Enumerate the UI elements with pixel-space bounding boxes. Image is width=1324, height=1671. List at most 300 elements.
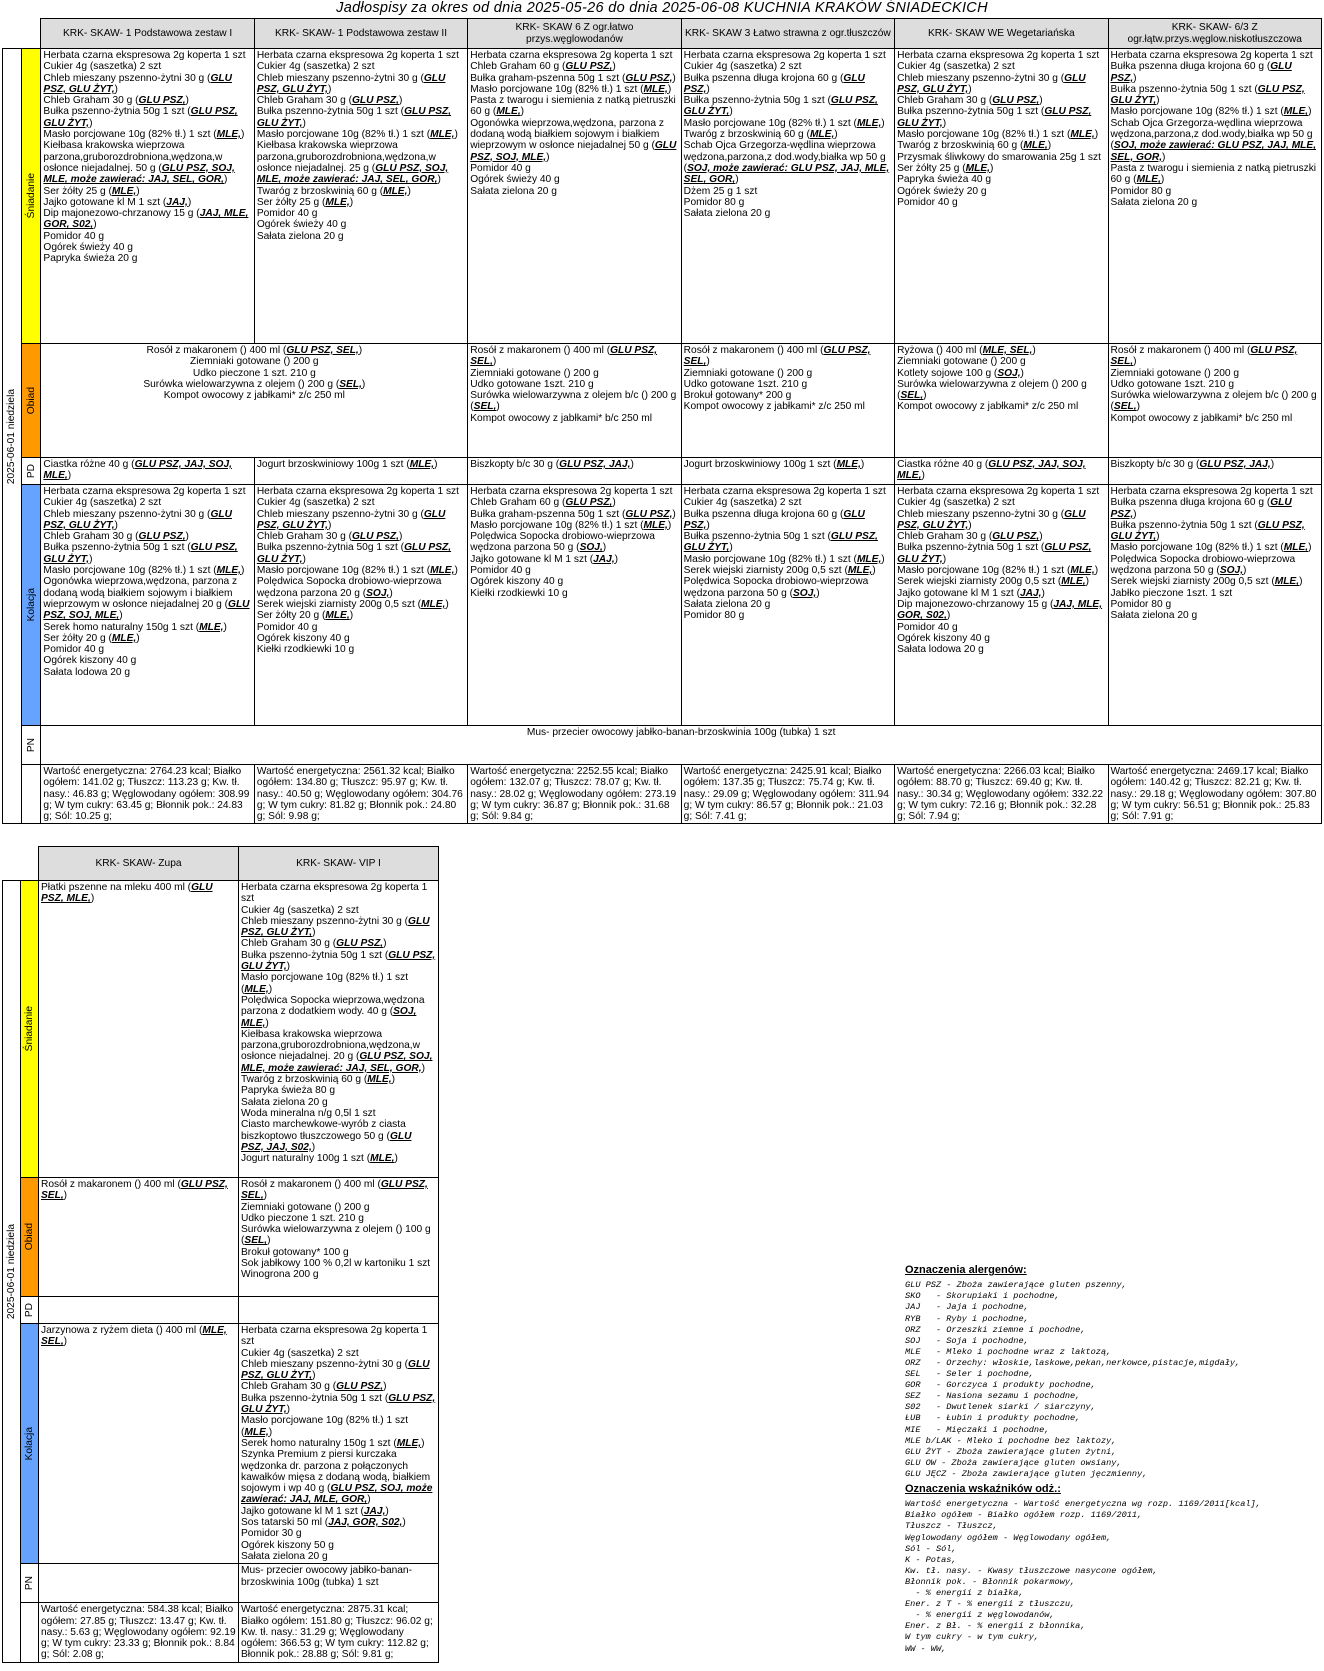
menu-cell [1108,344,1321,458]
menu-item: Sok jabłkowy 100 % 0,2l w kartoniku 1 szt [241,1258,431,1270]
menu-item: Chleb mieszany pszenno-żytni 30 g (GLU PSZ, GLU ŻYT,) [241,1358,430,1382]
menu-item: Pomidor 80 g [683,610,745,622]
menu-item: Chleb mieszany pszenno-żytni 30 g (GLU PSZ, GLU ŻYT,) [897,508,1086,531]
menu-item: Cukier 4g (saszetka) 2 szt [256,61,375,73]
menu-cell [468,458,681,485]
menu-item: Twaróg z brzoskwinią 60 g (MLE,) [256,185,411,197]
menu-item: Ziemniaki gotowane () 200 g [190,356,319,368]
menu-item: ORZ - Orzeszki ziemne i pochodne, [905,1324,1086,1335]
menu-item: Dżem 25 g 1 szt [683,185,758,197]
menu-item: Herbata czarna ekspresowa 2g koperta 1 szt [897,50,1100,61]
menu-cell [1108,485,1321,726]
menu-item: Ciasto marchewkowe-wyrób z ciasta biszkoptowo tłuszczowego 50 g (GLU PSZ, JAJ, S02,) [241,1119,412,1153]
menu-cell [254,485,467,726]
menu-item: Jajko gotowane kl M 1 szt (JAJ,) [241,1505,389,1517]
menu-item: Chleb mieszany pszenno-żytni 30 g (GLU PSZ, GLU ŻYT,) [241,915,430,939]
menu-item: Bułka pszenno-żytnia 50g 1 szt (GLU PSZ, GLU ŻYT,) [897,106,1092,129]
menu-cell [895,344,1108,458]
menu-item: Kompot owocowy z jabłkami* z/c 250 ml [897,401,1079,413]
menu-item: Polędwica Sopocka drobiowo-wieprzowa wędzona parzona 50 g (SOJ,) [1110,553,1296,577]
menu-item: - % energii z węglowodanów, [905,1610,1055,1621]
menu-item: MLE - Mleko i pochodne wraz z laktozą, [905,1346,1112,1357]
menu-item: Sałata zielona 20 g [241,1550,328,1562]
menu-cell [254,458,467,485]
menu-item: Papryka świeża 20 g [43,253,138,265]
menu-item: Chleb Graham 30 g (GLU PSZ,) [897,95,1043,107]
menu-item: Ciastka różne 40 g (GLU PSZ, JAJ, SOJ, MLE,) [897,459,1086,482]
menu-item: Herbata czarna ekspresowa 2g koperta 1 szt [470,50,673,61]
menu-item: Udko pieczone 1 szt. 210 g [241,1212,364,1224]
menu-item: Kompot owocowy z jabłkami* b/c 250 ml [1110,412,1293,424]
menu-item: Herbata czarna ekspresowa 2g koperta 1 szt [256,486,459,497]
menu-item: GLU OW - Zboża zawierające gluten owsiany, [905,1457,1122,1468]
menu-item: Wartość energetyczna: 2764.23 kcal; Białko ogółem: 141.02 g; Tłuszcz: 113.23 g; Kw. tł. nasy.: 46.83 g; Węglowodany ogółem: 308.99 g; W tym cukry: 63.45 g; Błonnik pok.: 24.83 g; Sól: 10.25 g; [43,766,250,823]
menu-item: Wartość energetyczna: 2425.91 kcal; Białko ogółem: 137.35 g; Tłuszcz: 75.74 g; Kw. tł. nasy.: 29.09 g; Węglowodany ogółem: 311.94 g; W tym cukry: 86.57 g; Błonnik pok.: 21.03 g; Sól: 7.41 g; [683,766,889,823]
meal-label-sniadanie: Śniadanie [22,49,41,344]
menu-item: GLU ŻYT - Zboża zawierające gluten żytni, [905,1446,1117,1457]
menu-item: Sałata lodowa 20 g [43,666,131,678]
menu-cell [468,485,681,726]
menu-cell [41,49,254,344]
menu-item: Bułka pszenno-żytnia 50g 1 szt (GLU PSZ, GLU ŻYT,) [897,542,1092,565]
menu-item: Kotlety sojowe 100 g (SOJ,) [897,367,1024,379]
menu-item: Jogurt brzoskwiniowy 100g 1 szt (MLE,) [683,459,865,470]
menu-cell [895,49,1108,344]
menu-item: Ogórek świeży 20 g [897,185,987,197]
menu-item: Kiełbasa krakowska wieprzowa parzona,gruborozdrobniona,wędzona,w osłonce niejadalnej. 25 g (GLU PSZ, SOJ, MLE, może zawierać: JAJ, SEL, GOR,) [256,140,449,186]
menu-item: Pomidor 40 g [897,621,958,633]
menu-item: Ciastka różne 40 g (GLU PSZ, JAJ, SOJ, MLE,) [43,459,232,482]
menu-item: Chleb Graham 30 g (GLU PSZ,) [43,95,189,107]
menu-item: Sałata zielona 20 g [683,208,771,220]
menu-item: Sałata zielona 20 g [241,1096,328,1108]
menu-item: Sałata zielona 20 g [256,230,344,242]
meal-label-pn: PN [22,726,41,765]
menu-item: Pomidor 40 g [256,621,318,633]
menu-item: Mus- przecier owocowy jabłko-banan-brzoskwinia 100g (tubka) 1 szt [526,727,836,738]
nutrition-cell [41,765,254,824]
menu-item: RYB - Ryby i pochodne, [905,1313,1029,1324]
menu-item: Ogórek kiszony 50 g [241,1539,334,1551]
menu-cell [39,1324,239,1564]
menu-item: Bułka pszenno-żytnia 50g 1 szt (GLU PSZ, GLU ŻYT,) [683,531,878,554]
menu-item: Jogurt naturalny 100g 1 szt (MLE,) [241,1153,398,1165]
menu-item: Masło porcjowane 10g (82% tł.) 1 szt (MLE,) [256,129,458,141]
menu-item: Pomidor 30 g [241,1528,302,1540]
menu-item: Chleb Graham 30 g (GLU PSZ,) [241,1381,387,1393]
menu-item: Sałata zielona 20 g [1110,196,1198,208]
menu-item: Bułka pszenno-żytnia 50g 1 szt (GLU PSZ, GLU ŻYT,) [241,949,436,973]
menu-item: Mus- przecier owocowy jabłko-banan-brzoskwinia 100g (tubka) 1 szt [241,1565,412,1588]
menu-item: GLU PSZ - Zboża zawierające gluten pszenny, [905,1280,1127,1291]
menu-item: Pomidor 40 g [43,644,104,656]
menu-item: Herbata czarna ekspresowa 2g koperta 1 szt [43,50,246,61]
menu-item: Masło porcjowane 10g (82% tł.) 1 szt (MLE,) [897,129,1099,141]
menu-cell [681,485,894,726]
menu-item: Twaróg z brzoskwinią 60 g (MLE,) [897,140,1052,152]
menu-item: Polędwica Sopocka drobiowo-wieprzowa wędzona parzona 50 g (SOJ,) [683,576,869,599]
menu-item: Ser żółty 25 g (MLE,) [897,162,994,174]
menu-item: Przysmak śliwkowy do smarowania 25g 1 szt [897,151,1101,163]
menu-item: Chleb Graham 30 g (GLU PSZ,) [43,531,189,543]
menu-item: Węglowodany ogółem - Węglowodany ogółem, [905,1532,1112,1543]
diet-header: KRK- SKAW 6 Z ogr.łatwo przys.węglowodanów [468,19,681,49]
menu-item: Polędwica Sopocka wieprzowa,wędzona parzona z dodatkiem wody. 40 g (SOJ, MLE,) [241,994,425,1029]
diet-header: KRK- SKAW- 1 Podstawowa zestaw I [41,19,254,49]
menu-cell [41,344,468,458]
menu-item: Ziemniaki gotowane () 200 g [897,356,1026,368]
menu-item: Sałata zielona 20 g [683,598,771,610]
menu-item: Chleb Graham 30 g (GLU PSZ,) [256,95,403,107]
menu-item: Dip majonezowo-chrzanowy 15 g (JAJ, MLE, GOR, S02,) [897,598,1103,622]
menu-item: Papryka świeża 80 g [241,1085,336,1097]
menu-item: Ser żółty 25 g (MLE,) [43,185,140,197]
menu-item: WW - WW, [905,1643,947,1654]
menu-item: SEZ - Nasiona sezamu i pochodne, [905,1391,1081,1402]
menu-item: Wartość energetyczna - Wartość energetyczna wg rozp. 1169/2011[kcal], [905,1499,1261,1510]
menu-item: Cukier 4g (saszetka) 2 szt [897,61,1015,73]
menu-item: Ogórek kiszony 40 g [256,632,350,644]
menu-item: Kiełbasa krakowska wieprzowa parzona,gruborozdrobniona,wędzona,w osłonce niejadalnej. 20 g (GLU PSZ, SOJ, MLE, może zawierać: JAJ, SEL, GOR,) [241,1028,433,1074]
nutrition-cell [254,765,467,824]
menu-item: MIE - Mięczaki i pochodne, [905,1424,1050,1435]
menu-item: Pomidor 80 g [1110,185,1172,197]
menu-item: Bułka pszenno-żytnia 50g 1 szt (GLU PSZ, GLU ŻYT,) [256,106,452,129]
menu-item: Schab Ojca Grzegorza-wędlina wieprzowa wędzona,parzona,z dod.wody,białka wp 50 g (SOJ, może zawierać: GLU PSZ, JAJ, MLE, SEL, GOR,) [1110,117,1317,163]
menu-item: W tym cukry - w tym cukry, [905,1632,1040,1643]
menu-item: Wartość energetyczna: 2875.31 kcal; Białko ogółem: 151.80 g; Tłuszcz: 96.02 g; Kw. tł. nasy.: 31.29 g; Węglowodany ogółem: 366.53 g; W tym cukry: 112.82 g; Błonnik pok.: 28.88 g; Sól: 9.81 g; [241,1604,433,1661]
menu-item: Kw. tł. nasy. - Kwasy tłuszczowe nasycone ogółem, [905,1565,1158,1576]
menu-item: Sałata lodowa 20 g [897,644,984,656]
menu-item: Rosół z makaronem () 400 ml (GLU PSZ, SEL,) [1110,345,1298,368]
page-title: Jadłospisy za okres od dnia 2025-05-26 do dnia 2025-06-08 KUCHNIA KRAKÓW ŚNIADECKICH [336,0,988,16]
menu-item: SEL - Seler i pochodne, [905,1369,1034,1380]
nutrition-cell [468,765,681,824]
diet-header: KRK- SKAW- VIP I [239,847,439,881]
menu-item: Kiełki rzodkiewki 10 g [256,644,355,656]
diet-header: KRK- SKAW 3 Łatwo strawna z ogr.tłuszczów [681,19,894,49]
menu-cell [39,1297,239,1324]
menu-item: Sos tatarski 50 ml (JAJ, GOR, S02,) [241,1517,406,1529]
menu-item: Pomidor 40 g [470,565,531,577]
menu-item: SOJ - Soja i pochodne, [905,1335,1029,1346]
menu-item: Brokuł gotowany* 200 g [683,390,792,402]
menu-item: Masło porcjowane 10g (82% tł.) 1 szt (MLE,) [256,565,458,577]
menu-item: Polędwica Sopocka drobiowo-wieprzowa wędzona parzona 20 g (SOJ,) [256,576,442,599]
menu-item: Herbata czarna ekspresowa 2g koperta 1 szt [1110,50,1313,61]
menu-item: Kompot owocowy z jabłkami* z/c 250 ml [163,390,345,402]
menu-cell [39,1564,239,1603]
menu-item: Bułka graham-pszenna 50g 1 szt (GLU PSZ,) [470,72,676,84]
menu-item: Masło porcjowane 10g (82% tł.) 1 szt (MLE,) [241,1415,409,1438]
menu-item: Udko gotowane 1szt. 210 g [1110,378,1234,390]
nutrition-cell [39,1603,239,1662]
menu-item: GOR - Gorczyca i produkty pochodne, [905,1380,1096,1391]
menu-item: Jabłko pieczone 1szt. 1 szt [1110,587,1233,599]
menu-item: Herbata czarna ekspresowa 2g koperta 1 szt [256,50,459,61]
meal-label-kolacja: Kolacja [22,485,41,726]
menu-item: JAJ - Jaja i pochodne, [905,1302,1029,1313]
menu-item: Chleb mieszany pszenno-żytni 30 g (GLU PSZ, GLU ŻYT,) [43,72,232,95]
menu-item: Bułka pszenno-żytnia 50g 1 szt (GLU PSZ, GLU ŻYT,) [1110,83,1305,107]
menu-item: Herbata czarna ekspresowa 2g koperta 1 szt [43,486,246,497]
menu-item: Bułka pszenna długa krojona 60 g (GLU PSZ,) [683,72,865,95]
meal-label-blank [22,765,41,824]
menu-item: Masło porcjowane 10g (82% tł.) 1 szt (MLE,) [470,83,672,95]
menu-item: Ogórek świeży 40 g [43,242,133,254]
menu-item: Tłuszcz - Tłuszcz, [905,1521,998,1532]
menu-item: Herbata czarna ekspresowa 2g koperta 1 szt [897,486,1100,497]
allergens-title: Oznaczenia alergenów: [905,1264,1027,1276]
menu-item: Ziemniaki gotowane () 200 g [241,1201,370,1213]
menu-item: Rosół z makaronem () 400 ml (GLU PSZ, SEL,) [683,345,871,368]
indicators-list [905,1499,1320,1654]
menu-item: Ogonówka wieprzowa,wędzona, parzona z dodaną wodą białkiem sojowym i białkiem wieprzowym w osłonce niejadalnej 20 g (GLU PSZ, SOJ, MLE,) [43,576,250,622]
diet-header: KRK- SKAW- 6/3 Z ogr.łątw.przys.węglow.niskotłuszczowa [1108,19,1321,49]
menu-item: Jajko gotowane kl M 1 szt (JAJ,) [897,587,1045,599]
menu-item: Serek wiejski ziarnisty 200g 0,5 szt (MLE,) [897,576,1090,588]
menu-item: Brokuł gotowany* 100 g [241,1246,349,1258]
menu-item: Ser żółty 25 g (MLE,) [256,196,354,208]
menu-item: Woda mineralna n/g 0,5l 1 szt [241,1107,376,1119]
menu-item: Herbata czarna ekspresowa 2g koperta 1 szt [683,486,886,497]
menu-cell [239,1178,439,1297]
menu-item: Chleb Graham 60 g (GLU PSZ,) [470,497,616,509]
menu-item: Masło porcjowane 10g (82% tł.) 1 szt (MLE,) [1110,106,1312,118]
meal-label-pd: PD [21,1297,39,1324]
diet-header: KRK- SKAW- 1 Podstawowa zestaw II [254,19,467,49]
menu-item: Bułka pszenno-żytnia 50g 1 szt (GLU PSZ, GLU ŻYT,) [1110,519,1305,543]
menu-item: S02 - Dwutlenek siarki / siarczyny, [905,1402,1096,1413]
menu-item: Herbata czarna ekspresowa 2g koperta 1 szt [1110,486,1313,497]
menu-item: Bułka pszenna długa krojona 60 g (GLU PSZ,) [683,508,865,531]
menu-item: ŁUB - Łubin i produkty pochodne, [905,1413,1081,1424]
menu-item: Chleb mieszany pszenno-żytni 30 g (GLU PSZ, GLU ŻYT,) [256,508,446,531]
menu-cell [41,485,254,726]
menu-item: Masło porcjowane 10g (82% tł.) 1 szt (MLE,) [683,553,885,565]
menu-item: Bułka pszenno-żytnia 50g 1 szt (GLU PSZ, GLU ŻYT,) [256,542,452,565]
menu-item: Bułka pszenno-żytnia 50g 1 szt (GLU PSZ, GLU ŻYT,) [43,106,238,129]
menu-item: Chleb Graham 60 g (GLU PSZ,) [470,61,616,73]
menu-item: Jajko gotowane kl M 1 szt (JAJ,) [470,553,619,565]
menu-cell [239,1324,439,1564]
menu-item: Bułka pszenno-żytnia 50g 1 szt (GLU PSZ, GLU ŻYT,) [683,95,878,118]
menu-item: Kiełki rzodkiewki 10 g [470,587,568,599]
menu-cell [468,49,681,344]
menu-item: Serek wiejski ziarnisty 200g 0,5 szt (MLE,) [683,565,876,577]
date-label: 2025-06-01 niedziela [3,881,21,1663]
menu-item: Ogórek kiszony 40 g [43,655,137,667]
menu-item: Cukier 4g (saszetka) 2 szt [256,497,375,509]
menu-item: Pasta z twarogu i siemienia z natką pietruszki 60 g (MLE,) [470,95,676,118]
menu-item: Wartość energetyczna: 2252.55 kcal; Białko ogółem: 132.07 g; Tłuszcz: 78.07 g; Kw. tł. nasy.: 28.02 g; Węglowodany ogółem: 273.19 g; W tym cukry: 36.87 g; Błonnik pok.: 31.68 g; Sól: 9.84 g; [470,766,677,823]
menu-item: Cukier 4g (saszetka) 2 szt [43,497,162,509]
menu-item: Pomidor 80 g [1110,598,1172,610]
menu-item: Białko ogółem - Białko ogółem rozp. 1169/2011, [905,1510,1143,1521]
menu-cell [468,344,681,458]
menu-item: Ogórek kiszony 40 g [470,576,564,588]
menu-item: Jogurt brzoskwiniowy 100g 1 szt (MLE,) [256,459,438,470]
menu-item: Cukier 4g (saszetka) 2 szt [241,1347,359,1359]
menu-item: Polędwica Sopocka drobiowo-wieprzowa wędzona parzona 50 g (SOJ,) [470,531,655,554]
legend [905,1265,1320,1655]
menu-cell [239,1297,439,1324]
menu-item: Masło porcjowane 10g (82% tł.) 1 szt (MLE,) [897,565,1099,577]
menu-table-1 [2,18,1322,824]
menu-item: Cukier 4g (saszetka) 2 szt [683,497,802,509]
menu-item: Pomidor 40 g [897,196,958,208]
menu-cell [41,726,1322,765]
menu-item: Surówka wielowarzywna z olejem b/c () 200 g (SEL,) [470,390,677,413]
menu-item: GLU JĘCZ - Zboża zawierające gluten jęczmienny, [905,1468,1148,1479]
menu-item: Wartość energetyczna: 2561.32 kcal; Białko ogółem: 134.80 g; Tłuszcz: 95.97 g; Kw. tł. nasy.: 40.50 g; Węglowodany ogółem: 304.76 g; W tym cukry: 81.82 g; Błonnik pok.: 24.80 g; Sól: 9.98 g; [256,766,463,823]
meal-label-kolacja: Kolacja [21,1324,39,1564]
menu-item: Papryka świeża 40 g [897,174,992,186]
menu-item: K - Potas, [905,1554,957,1565]
menu-item: Wartość energetyczna: 2469.17 kcal; Białko ogółem: 140.42 g; Tłuszcz: 82.21 g; Kw. tł. nasy.: 29.18 g; Węglowodany ogółem: 307.80 g; W tym cukry: 56.51 g; Błonnik pok.: 25.83 g; Sól: 7.91 g; [1110,766,1317,823]
menu-item: Winogrona 200 g [241,1269,319,1281]
menu-item: Surówka wielowarzywna z olejem b/c () 200 g (SEL,) [1110,390,1317,413]
menu-item: MLE b/LAK - Mleko i pochodne bez laktozy, [905,1435,1117,1446]
menu-item: Ryżowa () 400 ml (MLE, SEL,) [897,345,1036,356]
menu-item: Biszkopty b/c 30 g (GLU PSZ, JAJ,) [470,459,634,470]
menu-item: Serek homo naturalny 150g 1 szt (MLE,) [43,621,227,633]
menu-cell [41,458,254,485]
menu-item: Serek wiejski ziarnisty 200g 0,5 szt (MLE,) [1110,576,1303,588]
menu-item: SKO - Skorupiaki i pochodne, [905,1291,1060,1302]
menu-item: Masło porcjowane 10g (82% tł.) 1 szt (MLE,) [241,972,409,995]
menu-table-2 [2,846,439,1663]
menu-item: Kompot owocowy z jabłkami* z/c 250 ml [683,401,865,413]
menu-cell [895,485,1108,726]
menu-item: Bułka graham-pszenna 50g 1 szt (GLU PSZ,) [470,508,676,520]
menu-item: Cukier 4g (saszetka) 2 szt [897,497,1015,509]
menu-item: Dip majonezowo-chrzanowy 15 g (JAJ, MLE, GOR, S02,) [43,208,249,231]
menu-item: Bułka pszenno-żytnia 50g 1 szt (GLU PSZ, GLU ŻYT,) [241,1392,436,1416]
menu-cell [39,881,239,1178]
menu-item: ORZ - Orzechy: włoskie,laskowe,pekan,nerkowce,pistacje,migdały, [905,1357,1241,1368]
menu-item: Sól - Sól, [905,1543,957,1554]
menu-item: Jarzynowa z ryżem dieta () 400 ml (MLE, SEL,) [41,1325,227,1348]
menu-item: Chleb mieszany pszenno-żytni 30 g (GLU PSZ, GLU ŻYT,) [256,72,446,95]
menu-item: Biszkopty b/c 30 g (GLU PSZ, JAJ,) [1110,459,1275,470]
menu-item: Cukier 4g (saszetka) 2 szt [43,61,162,73]
menu-cell [239,1564,439,1603]
menu-item: Serek wiejski ziarnisty 200g 0,5 szt (MLE,) [256,598,449,610]
menu-cell [681,49,894,344]
menu-item: Masło porcjowane 10g (82% tł.) 1 szt (MLE,) [683,117,885,129]
menu-item: Kiełbasa krakowska wieprzowa parzona,gruborozdrobniona,wędzona,w osłonce niejadalnej. 50 g (GLU PSZ, SOJ, MLE, może zawierać: JAJ, SEL, GOR,) [43,140,235,186]
indicators-title: Oznaczenia wskaźników odż.: [905,1482,1061,1495]
menu-item: Ziemniaki gotowane () 200 g [683,367,813,379]
diet-header: KRK- SKAW- Zupa [39,847,239,881]
meal-label-sniadanie: Śniadanie [21,881,39,1178]
menu-item: Rosół z makaronem () 400 ml (GLU PSZ, SEL,) [470,345,658,368]
allergens-list [905,1280,1320,1480]
menu-item: Surówka wielowarzywna z olejem () 200 g (SEL,) [143,378,366,390]
menu-item: Wartość energetyczna: 584.38 kcal; Białko ogółem: 27.85 g; Tłuszcz: 13.47 g; Kw. tł. nasy.: 5.63 g; Węglowodany ogółem: 92.19 g; W tym cukry: 23.33 g; Błonnik pok.: 8.84 g; Sól: 2.08 g; [41,1604,236,1661]
nutrition-cell [895,765,1108,824]
menu-item: Cukier 4g (saszetka) 2 szt [683,61,802,73]
menu-item: Serek homo naturalny 150g 1 szt (MLE,) [241,1437,425,1449]
menu-item: Chleb Graham 30 g (GLU PSZ,) [897,531,1043,543]
menu-item: Masło porcjowane 10g (82% tł.) 1 szt (MLE,) [43,129,245,141]
menu-item: Ogórek świeży 40 g [256,219,347,231]
menu-item: Szynka Premium z piersi kurczaka wędzonka dr. parzona z połączonych kawałków mięsa z dodaną wodą, białkiem sojowym i wp 40 g (GLU PSZ, SOJ, może zawierać: JAJ, MLE, GOR,) [241,1449,433,1506]
menu-item: Kompot owocowy z jabłkami* b/c 250 ml [470,412,653,424]
date-label: 2025-06-01 niedziela [3,49,22,824]
menu-item: Masło porcjowane 10g (82% tł.) 1 szt (MLE,) [43,565,245,577]
menu-item: Ener. z T - % energii z tłuszczu, [905,1599,1076,1610]
diet-header: KRK- SKAW WE Wegetariańska [895,19,1108,49]
menu-item: Chleb Graham 30 g (GLU PSZ,) [256,531,403,543]
menu-item: Sałata zielona 20 g [1110,610,1198,622]
menu-item: Herbata czarna ekspresowa 2g koperta 1 szt [470,486,673,497]
menu-item: Jajko gotowane kl M 1 szt (JAJ,) [43,196,192,208]
menu-item: Wartość energetyczna: 2266.03 kcal; Białko ogółem: 88.70 g; Tłuszcz: 69.40 g; Kw. tł. nasy.: 30.34 g; Węglowodany ogółem: 332.22 g; W tym cukry: 72.16 g; Błonnik pok.: 32.28 g; Sól: 7.94 g; [897,766,1104,823]
meal-label-obiad: Obiad [22,344,41,458]
menu-item: Herbata czarna ekspresowa 2g koperta 1 szt [241,882,428,905]
menu-cell [239,881,439,1178]
menu-item: Pomidor 80 g [683,196,745,208]
menu-item: Masło porcjowane 10g (82% tł.) 1 szt (MLE,) [470,519,672,531]
menu-cell [254,49,467,344]
menu-cell [681,344,894,458]
menu-item: Herbata czarna ekspresowa 2g koperta 1 szt [241,1325,428,1348]
menu-item: Udko pieczone 1 szt. 210 g [192,367,316,379]
menu-cell [39,1178,239,1297]
meal-label-obiad: Obiad [21,1178,39,1297]
menu-item: Chleb mieszany pszenno-żytni 30 g (GLU PSZ, GLU ŻYT,) [897,72,1086,95]
menu-item: Herbata czarna ekspresowa 2g koperta 1 szt [683,50,886,61]
menu-item: Ziemniaki gotowane () 200 g [1110,367,1240,379]
menu-cell [895,458,1108,485]
meal-label-blank [21,1603,39,1662]
menu-item: Ser żółty 20 g (MLE,) [256,610,354,622]
menu-item: Błonnik pok. - Błonnik pokarmowy, [905,1576,1076,1587]
menu-item: Cukier 4g (saszetka) 2 szt [241,904,359,916]
menu-cell [1108,458,1321,485]
meal-label-pn: PN [21,1564,39,1603]
menu-item: Ogonówka wieprzowa,wędzona, parzona z dodaną wodą białkiem sojowym i białkiem wieprzowym w osłonce niejadalnej 50 g (GLU PSZ, SOJ, MLE,) [470,117,677,163]
menu-item: Chleb Graham 30 g (GLU PSZ,) [241,938,387,950]
menu-item: Udko gotowane 1szt. 210 g [470,378,594,390]
menu-item: Pasta z twarogu i siemienia z natką pietruszki 60 g (MLE,) [1110,162,1317,186]
menu-cell [681,458,894,485]
menu-item: Ogórek świeży 40 g [470,174,560,186]
menu-item: Rosół z makaronem () 400 ml (GLU PSZ, SEL,) [241,1179,428,1202]
nutrition-cell [1108,765,1321,824]
menu-item: Pomidor 40 g [256,208,318,220]
nutrition-cell [681,765,894,824]
menu-item: Rosół z makaronem () 400 ml (GLU PSZ, SEL,) [41,1179,228,1202]
menu-item: Pomidor 40 g [43,230,104,242]
menu-item: Ziemniaki gotowane () 200 g [470,367,599,379]
menu-item: Surówka wielowarzywna z olejem () 100 g (SEL,) [241,1224,431,1247]
menu-item: Chleb mieszany pszenno-żytni 30 g (GLU PSZ, GLU ŻYT,) [43,508,232,531]
menu-item: - % energii z białka, [905,1588,1024,1599]
menu-cell [1108,49,1321,344]
menu-item: Twaróg z brzoskwinią 60 g (MLE,) [241,1074,396,1086]
meal-label-pd: PD [22,458,41,485]
menu-item: Ener. z Bł. - % energii z błonnika, [905,1621,1086,1632]
menu-item: Ser żółty 20 g (MLE,) [43,632,140,644]
menu-item: Ogórek kiszony 40 g [897,632,990,644]
menu-item: Płatki pszenne na mleku 400 ml (GLU PSZ, MLE,) [41,882,213,905]
menu-item: Twaróg z brzoskwinią 60 g (MLE,) [683,129,838,141]
menu-item: Masło porcjowane 10g (82% tł.) 1 szt (MLE,) [1110,542,1312,554]
menu-item: Rosół z makaronem () 400 ml (GLU PSZ, SEL,) [146,345,363,356]
